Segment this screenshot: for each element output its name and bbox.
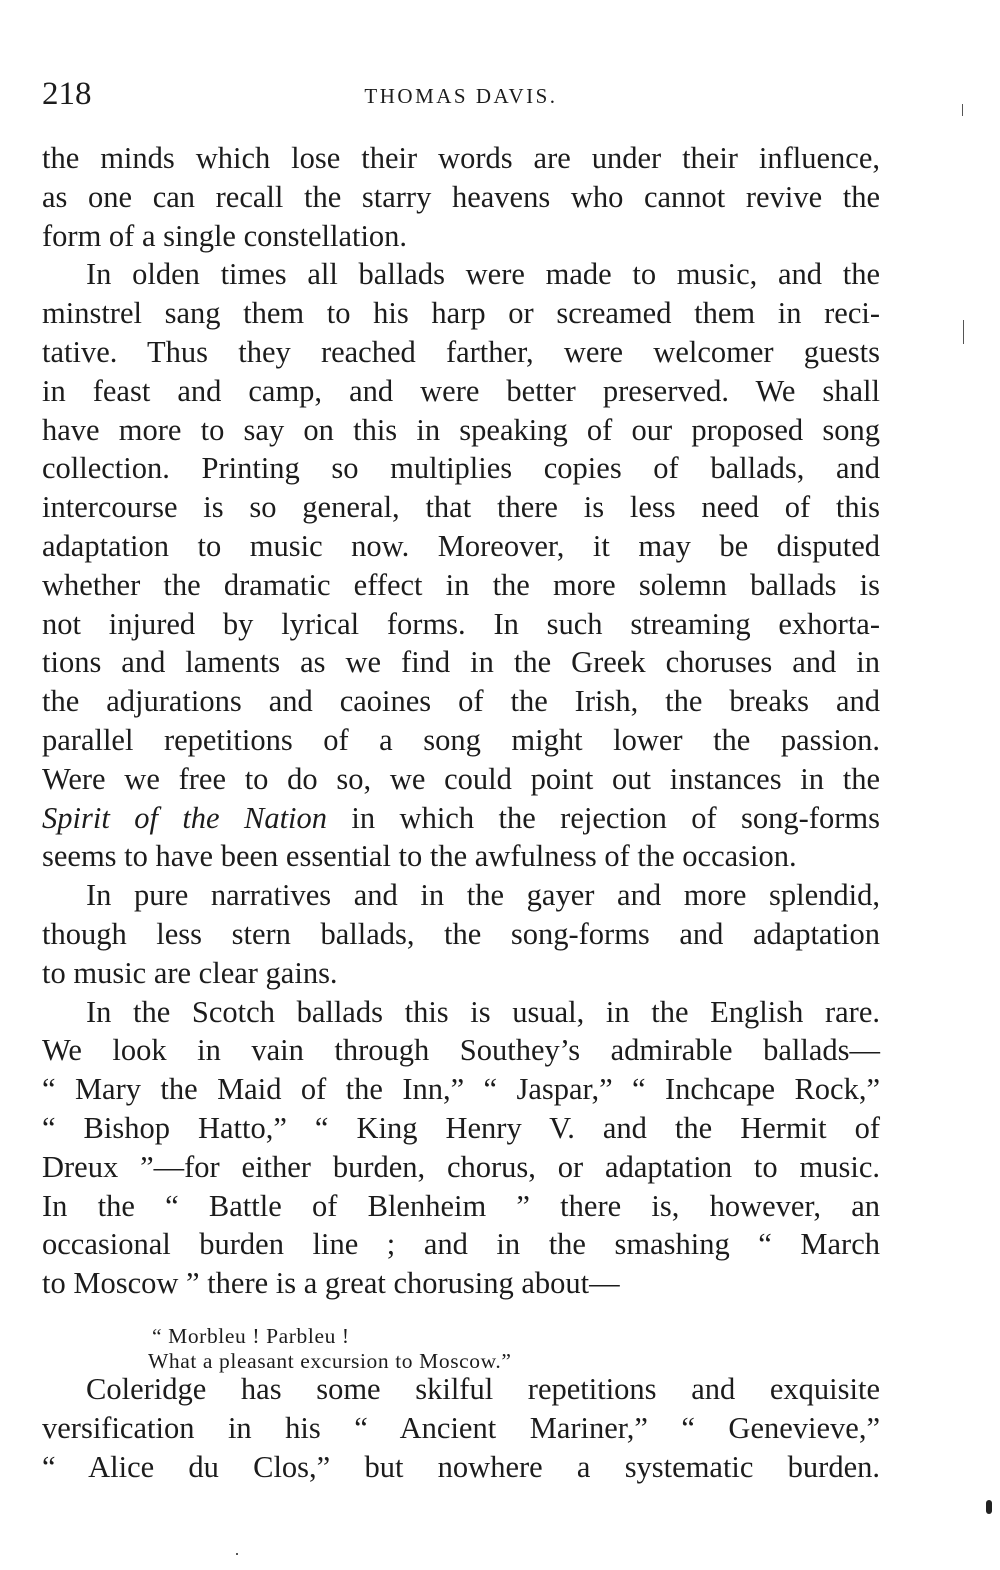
text-line: tions and laments as we find in the Greek choruses and in xyxy=(42,645,880,680)
italic-book-title: Spirit of the Nation xyxy=(42,800,328,835)
text-line: parallel repetitions of a song might lower the passion. xyxy=(42,722,880,757)
body-text xyxy=(42,139,880,1303)
text-line: Coleridge has some skilful repetitions and exquisite xyxy=(86,1372,880,1406)
quote-line: What a pleasant excursion to Moscow.” xyxy=(148,1349,512,1373)
text-line: to music are clear gains. xyxy=(42,955,338,990)
text-line: the adjurations and caoines of the Irish, the breaks and xyxy=(42,684,880,719)
running-title: THOMAS DAVIS. xyxy=(364,84,558,108)
text-line: to Moscow ” there is a great chorusing about— xyxy=(42,1266,620,1301)
text-line: have more to say on this in speaking of our proposed song xyxy=(42,412,880,447)
text-line: We look in vain through Southey’s admirable ballads— xyxy=(42,1033,880,1068)
text-line: as one can recall the starry heavens who cannot revive the xyxy=(42,179,880,214)
text-line: collection. Printing so multiplies copies of ballads, and xyxy=(42,451,880,486)
scan-speck xyxy=(962,104,963,116)
text-line: in feast and camp, and were better preserved. We shall xyxy=(42,373,880,408)
text-line-italic-title xyxy=(42,799,880,838)
text-line: the minds which lose their words are under their influence, xyxy=(42,141,880,175)
text-line: Were we free to do so, we could point out instances in the xyxy=(42,761,880,796)
scan-speck xyxy=(236,1553,238,1555)
body-text-continued xyxy=(42,1370,880,1486)
text-line: minstrel sang them to his harp or screamed them in reci- xyxy=(42,296,880,331)
text-line: form of a single constellation. xyxy=(42,218,408,253)
text-line: versification in his “ Ancient Mariner,” “ Genevieve,” xyxy=(42,1410,880,1445)
verse-quotation xyxy=(148,1324,512,1374)
text-line: In pure narratives and in the gayer and more splendid, xyxy=(86,878,880,913)
text-line: In the “ Battle of Blenheim ” there is, however, an xyxy=(42,1188,880,1223)
text-line: Dreux ”—for either burden, chorus, or adaptation to music. xyxy=(42,1149,880,1184)
quote-line: “ Morbleu ! Parbleu ! xyxy=(152,1324,350,1348)
text-line: occasional burden line ; and in the smashing “ March xyxy=(42,1227,880,1262)
text-line: tative. Thus they reached farther, were welcomer guests xyxy=(42,334,880,369)
text-line: “ Mary the Maid of the Inn,” “ Jaspar,” “ Inchcape Rock,” xyxy=(42,1072,880,1107)
text-line: seems to have been essential to the awfulness of the occasion. xyxy=(42,839,797,874)
running-head xyxy=(42,72,880,116)
text-line-rest: in which the rejection of song-forms xyxy=(327,800,880,835)
text-line: adaptation to music now. Moreover, it may be disputed xyxy=(42,528,880,563)
text-line: intercourse is so general, that there is less need of this xyxy=(42,490,880,525)
scan-speck xyxy=(986,1500,992,1514)
page-number: 218 xyxy=(42,76,92,112)
text-line: not injured by lyrical forms. In such streaming exhorta- xyxy=(42,606,880,641)
text-line: In olden times all ballads were made to music, and the xyxy=(86,257,880,292)
text-line: though less stern ballads, the song-forms and adaptation xyxy=(42,916,880,951)
text-line: “ Bishop Hatto,” “ King Henry V. and the Hermit of xyxy=(42,1110,880,1145)
text-line: whether the dramatic effect in the more solemn ballads is xyxy=(42,567,880,602)
scan-speck xyxy=(963,320,964,344)
text-line: “ Alice du Clos,” but nowhere a systematic burden. xyxy=(42,1449,880,1484)
text-line: In the Scotch ballads this is usual, in the English rare. xyxy=(86,994,880,1029)
